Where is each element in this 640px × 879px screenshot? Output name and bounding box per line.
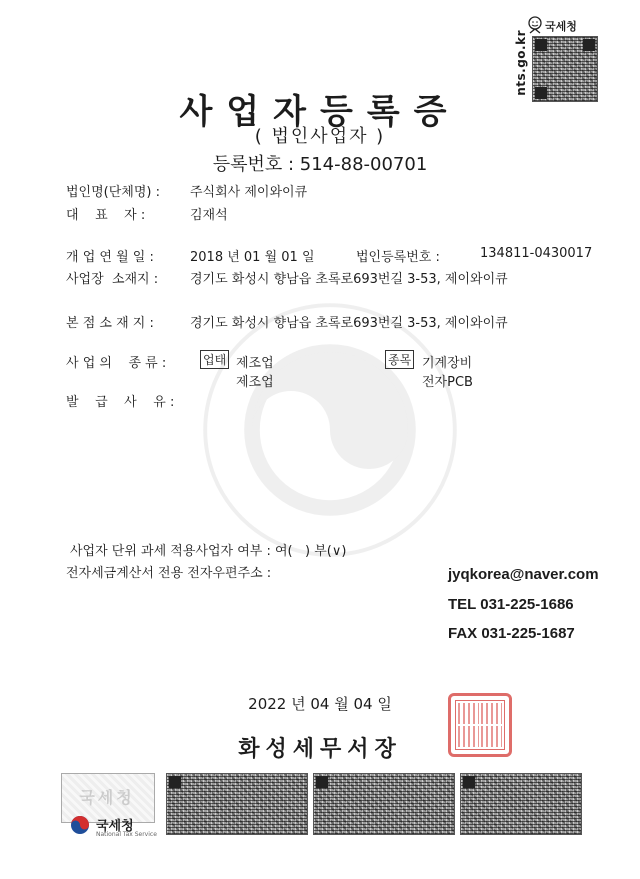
nts-logo-icon bbox=[70, 815, 90, 835]
business-category-2: 제조업 bbox=[236, 375, 274, 390]
issue-date: 2022 년 04 월 04 일 bbox=[248, 695, 392, 713]
corp-reg-value: 134811-0430017 bbox=[480, 246, 593, 261]
registration-number: 등록번호 : 514-88-00701 bbox=[212, 154, 428, 175]
business-category-tag: 업태 bbox=[200, 350, 229, 369]
security-pattern-2 bbox=[313, 773, 455, 835]
unit-tax-status: 사업자 단위 과세 적용사업자 여부 : 여( ) 부(∨) bbox=[70, 544, 347, 559]
contact-email: jyqkorea@naver.com bbox=[448, 566, 599, 583]
ministry-tag: 국세청 bbox=[545, 20, 577, 33]
representative-label: 대 표 자 : bbox=[66, 208, 146, 223]
official-seal-icon bbox=[448, 693, 512, 757]
nts-site-url: nts.go.kr bbox=[514, 30, 528, 96]
corp-name-value: 주식회사 제이와이큐 bbox=[190, 185, 308, 200]
nts-emblem-watermark-icon bbox=[200, 300, 460, 560]
corp-name-label: 법인명(단체명) : bbox=[66, 185, 161, 200]
open-date-label: 개 업 연 월 일 : bbox=[66, 250, 154, 265]
business-type-label: 사 업 의 종 류 : bbox=[66, 356, 167, 371]
corp-reg-label: 법인등록번호 : bbox=[356, 250, 440, 265]
document-subtitle: ( 법인사업자 ) bbox=[254, 126, 386, 147]
issue-reason-label: 발 급 사 유 : bbox=[66, 395, 175, 410]
issuing-office: 화성세무서장 bbox=[238, 737, 402, 762]
ministry-mascot-icon bbox=[527, 16, 543, 34]
tax-invoice-email-label: 전자세금계산서 전용 전자우편주소 : bbox=[66, 566, 272, 581]
head-office-value: 경기도 화성시 향남읍 초록로693번길 3-53, 제이와이큐 bbox=[190, 316, 508, 331]
document-title: 사업자등록증 bbox=[179, 92, 461, 132]
open-date-value: 2018 년 01 월 01 일 bbox=[190, 250, 315, 265]
business-item-1: 기계장비 bbox=[422, 356, 473, 371]
business-item-2: 전자PCB bbox=[422, 375, 473, 390]
emblem-box-text: 국세청 bbox=[79, 788, 135, 807]
business-place-label: 사업장 소재지 : bbox=[66, 272, 159, 287]
contact-fax: FAX 031-225-1687 bbox=[448, 625, 575, 642]
nts-name: 국세청 bbox=[96, 819, 134, 834]
security-pattern-3 bbox=[460, 773, 582, 835]
contact-tel: TEL 031-225-1686 bbox=[448, 596, 574, 613]
representative-value: 김재석 bbox=[190, 208, 228, 223]
security-pattern-1 bbox=[166, 773, 308, 835]
nts-english-name: National Tax Service bbox=[96, 831, 157, 838]
head-office-label: 본 점 소 재 지 : bbox=[66, 316, 154, 331]
business-category-1: 제조업 bbox=[236, 356, 274, 371]
business-place-value: 경기도 화성시 향남읍 초록로693번길 3-53, 제이와이큐 bbox=[190, 272, 508, 287]
business-item-tag: 종목 bbox=[385, 350, 414, 369]
